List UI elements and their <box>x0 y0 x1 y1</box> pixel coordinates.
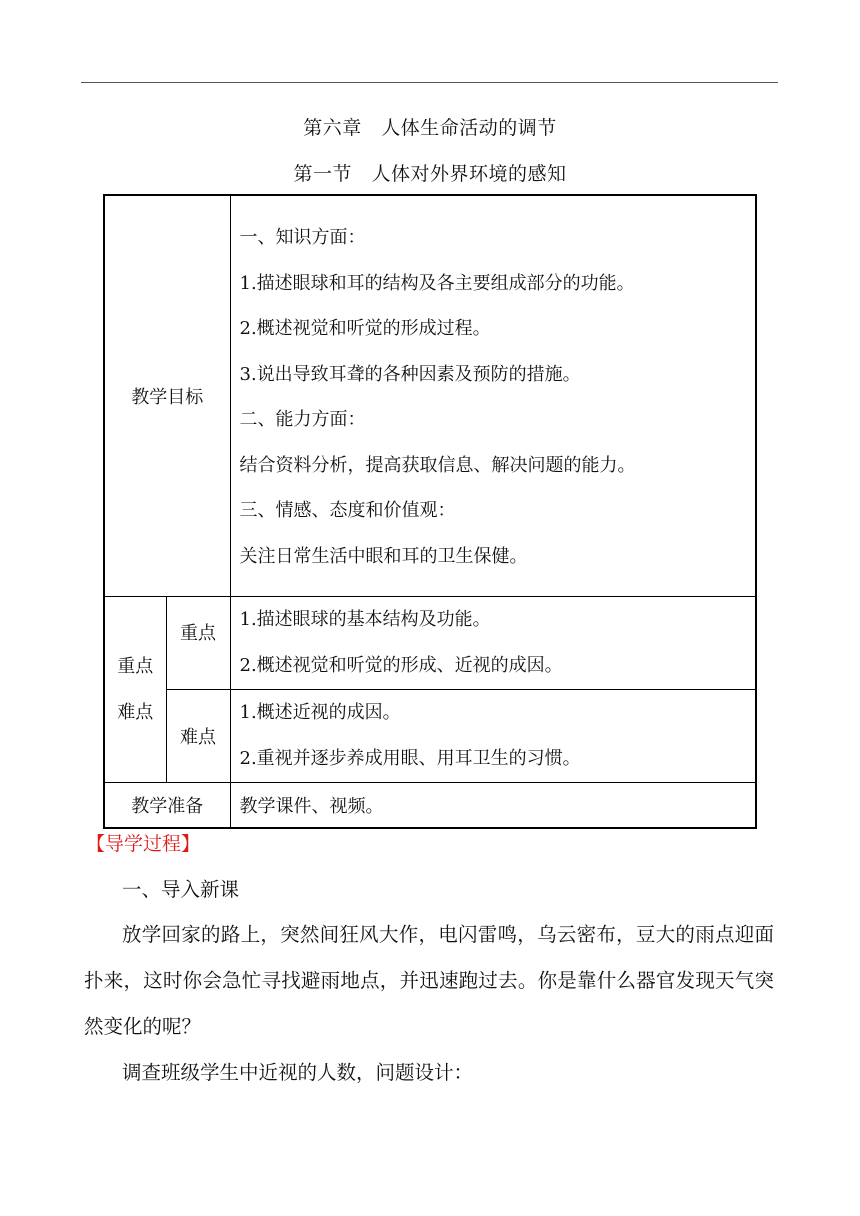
goals-line: 关注日常生活中眼和耳的卫生保健。 <box>239 545 528 567</box>
goals-line: 二、能力方面： <box>239 409 366 430</box>
survey-paragraph: 调查班级学生中近视的人数，问题设计： <box>122 1061 474 1084</box>
focus-difficulty-label <box>104 597 166 783</box>
focus-line: 2.概述视觉和听觉的形成、近视的成因。 <box>239 655 563 676</box>
goals-line: 2.概述视觉和听觉的形成过程。 <box>239 318 491 339</box>
header-rule <box>81 82 778 83</box>
goals-content <box>230 195 756 597</box>
goals-line: 一、知识方面： <box>239 227 366 248</box>
focus-outer-label: 重点 <box>117 655 154 677</box>
focus-label: 重点 <box>166 597 230 690</box>
lesson-plan-table <box>103 194 757 829</box>
difficulty-label: 难点 <box>166 690 230 783</box>
intro-story-paragraph: 放学回家的路上，突然间狂风大作，电闪雷鸣，乌云密布，豆大的雨点迎面扑来，这时你会急忙寻找避雨地点，并迅速跑过去。你是靠什么器官发现天气突然变化的呢？ <box>84 923 774 1038</box>
difficulty-row <box>104 690 756 783</box>
goals-row <box>104 195 756 597</box>
goals-line: 3.说出导致耳聋的各种因素及预防的措施。 <box>239 363 581 385</box>
intro-heading: 一、导入新课 <box>122 878 240 901</box>
difficulty-content <box>230 690 756 783</box>
goals-line: 1.描述眼球和耳的结构及各主要组成部分的功能。 <box>239 272 635 294</box>
focus-row <box>104 597 756 690</box>
difficulty-line: 1.概述近视的成因。 <box>239 702 401 723</box>
goals-line: 三、情感、态度和价值观： <box>239 500 456 521</box>
goals-label: 教学目标 <box>104 195 230 597</box>
preparation-content: 教学课件、视频。 <box>230 783 756 828</box>
preparation-label: 教学准备 <box>104 783 230 828</box>
section-title: 第一节 人体对外界环境的感知 <box>293 163 567 185</box>
difficulty-line: 2.重视并逐步养成用眼、用耳卫生的习惯。 <box>239 748 581 769</box>
guide-heading: 【导学过程】 <box>86 833 201 855</box>
chapter-title: 第六章 人体生命活动的调节 <box>303 117 557 139</box>
difficulty-outer-label: 难点 <box>117 701 154 723</box>
focus-content <box>230 597 756 690</box>
preparation-row <box>104 783 756 828</box>
goals-line: 结合资料分析，提高获取信息、解决问题的能力。 <box>239 454 636 476</box>
focus-line: 1.描述眼球的基本结构及功能。 <box>239 609 491 630</box>
